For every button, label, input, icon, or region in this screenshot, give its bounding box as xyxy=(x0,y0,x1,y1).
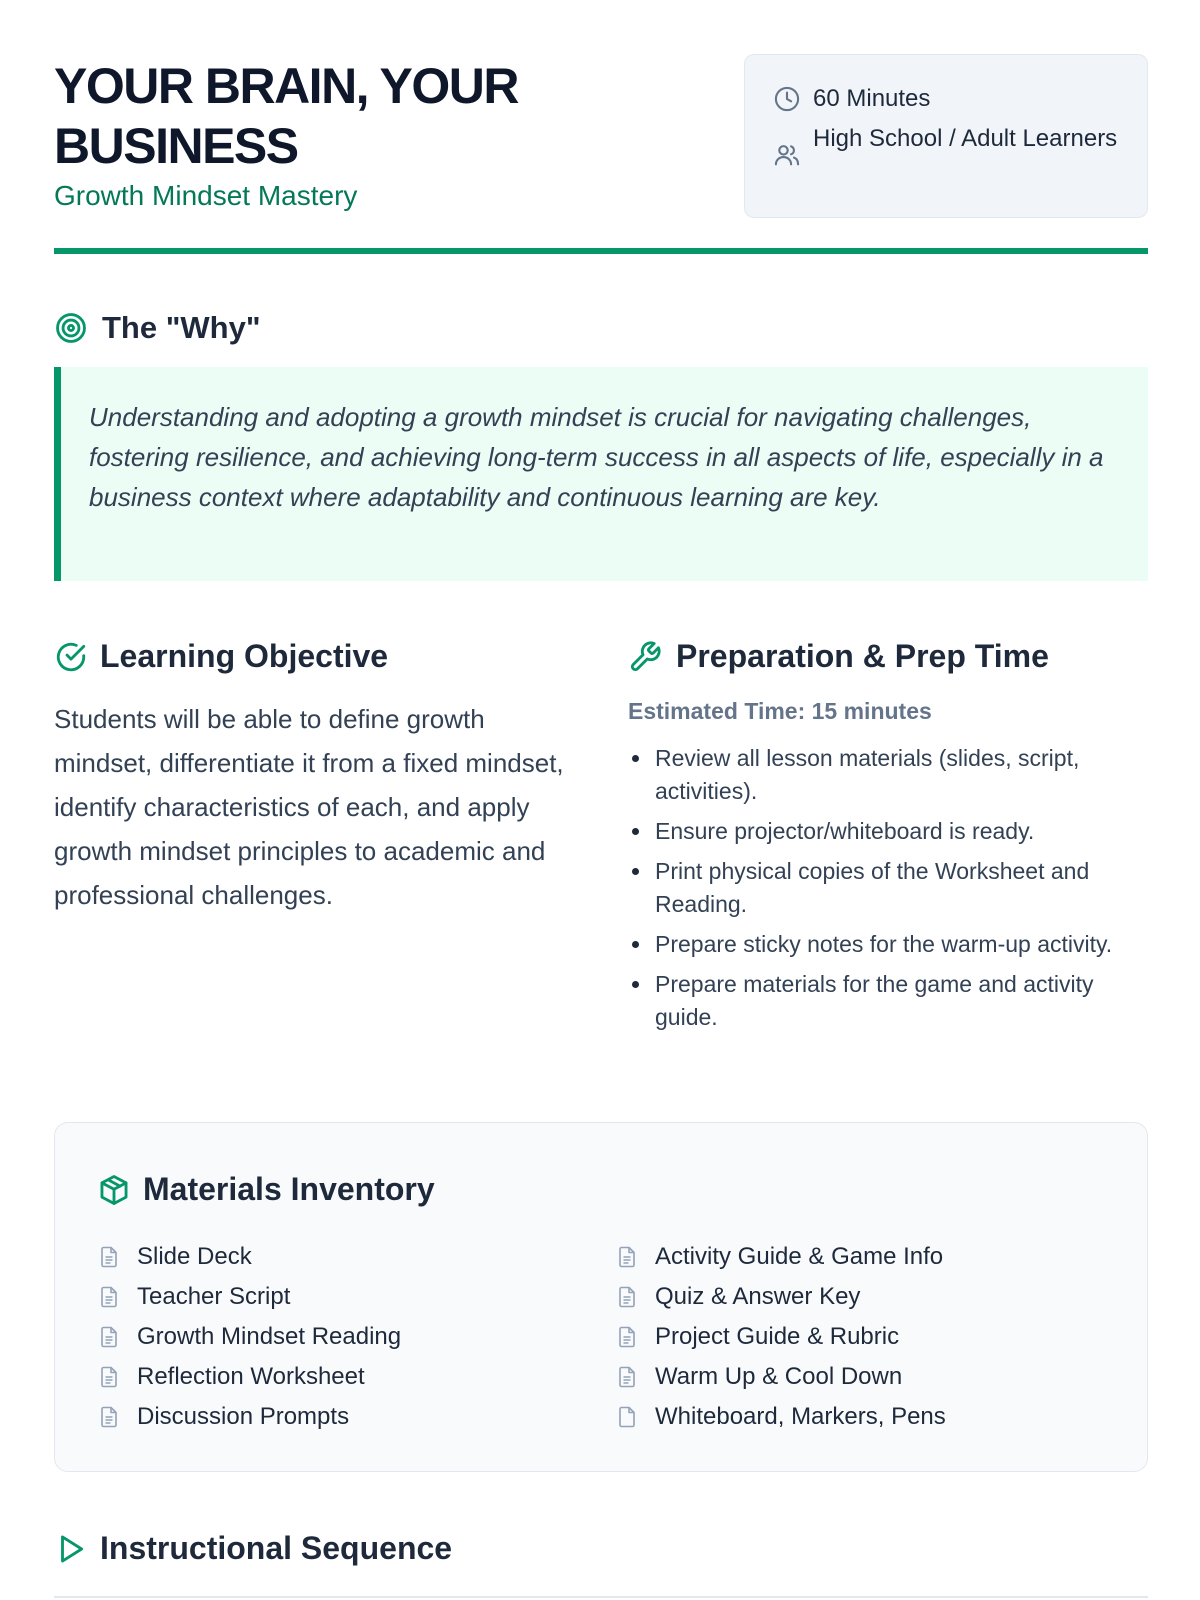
file-text-icon xyxy=(615,1365,639,1389)
lesson-title: YOUR BRAIN, YOUR BUSINESS xyxy=(54,58,519,174)
prep-item: Print physical copies of the Worksheet and Reading. xyxy=(628,855,1148,921)
check-circle-icon xyxy=(54,640,88,674)
package-icon xyxy=(97,1173,131,1207)
wrench-icon xyxy=(628,640,662,674)
audience-text: High School / Adult Learners xyxy=(813,125,1118,152)
prep-item: Prepare sticky notes for the warm-up activity. xyxy=(628,928,1148,961)
clock-icon xyxy=(773,85,801,113)
lesson-meta-card xyxy=(744,54,1148,218)
prep-time-estimate: Estimated Time: 15 minutes xyxy=(628,698,932,724)
materials-heading-text: Materials Inventory xyxy=(143,1171,435,1207)
file-text-icon xyxy=(97,1285,121,1309)
why-heading xyxy=(54,310,261,346)
material-item: Teacher Script xyxy=(97,1277,401,1317)
materials-list-right xyxy=(615,1237,946,1437)
duration-row xyxy=(773,83,1119,115)
lesson-plan-page xyxy=(54,0,1148,1566)
material-item: Quiz & Answer Key xyxy=(615,1277,946,1317)
material-item: Project Guide & Rubric xyxy=(615,1317,946,1357)
material-item: Whiteboard, Markers, Pens xyxy=(615,1397,946,1437)
users-icon xyxy=(773,141,801,169)
file-text-icon xyxy=(615,1245,639,1269)
material-item: Discussion Prompts xyxy=(97,1397,401,1437)
target-icon xyxy=(54,311,88,345)
objective-heading xyxy=(54,638,388,675)
why-heading-text: The "Why" xyxy=(102,310,261,345)
materials-list-left xyxy=(97,1237,401,1437)
preparation-heading-text: Preparation & Prep Time xyxy=(676,638,1049,674)
lesson-header xyxy=(54,0,1148,256)
sequence-heading xyxy=(54,1530,452,1567)
prep-item: Ensure projector/whiteboard is ready. xyxy=(628,815,1148,848)
file-text-icon xyxy=(97,1365,121,1389)
why-callout xyxy=(54,367,1148,581)
material-item: Activity Guide & Game Info xyxy=(615,1237,946,1277)
audience-row xyxy=(773,123,1119,169)
sequence-divider xyxy=(54,1596,1148,1598)
sequence-heading-text: Instructional Sequence xyxy=(100,1530,453,1566)
file-text-icon xyxy=(97,1405,121,1429)
prep-item: Prepare materials for the game and activity guide. xyxy=(628,968,1148,1034)
lesson-subtitle: Growth Mindset Mastery xyxy=(54,180,358,211)
material-item: Warm Up & Cool Down xyxy=(615,1357,946,1397)
header-divider xyxy=(54,248,1148,254)
material-item: Slide Deck xyxy=(97,1237,401,1277)
material-item: Reflection Worksheet xyxy=(97,1357,401,1397)
file-text-icon xyxy=(615,1325,639,1349)
materials-card xyxy=(54,1122,1148,1472)
file-text-icon xyxy=(615,1285,639,1309)
objective-text: Students will be able to define growth mindset, differentiate it from a fixed mindset, identify characteristics of each, and apply growth mindset principles to academic and professional challenges. xyxy=(54,704,564,910)
material-item: Growth Mindset Reading xyxy=(97,1317,401,1357)
duration-text: 60 Minutes xyxy=(813,85,931,112)
materials-heading xyxy=(97,1171,435,1208)
file-text-icon xyxy=(97,1245,121,1269)
preparation-heading xyxy=(628,638,1049,675)
play-icon xyxy=(54,1532,88,1566)
objective-heading-text: Learning Objective xyxy=(100,638,389,674)
prep-item: Review all lesson materials (slides, script, activities). xyxy=(628,742,1148,808)
why-text: Understanding and adopting a growth mindset is crucial for navigating challenges, fostering resilience, and achieving long-term success in all aspects of life, especially in a business context where adaptability and continuous learning are key. xyxy=(89,402,1104,512)
file-text-icon xyxy=(97,1325,121,1349)
prep-checklist xyxy=(628,742,1148,1041)
file-icon xyxy=(615,1405,639,1429)
